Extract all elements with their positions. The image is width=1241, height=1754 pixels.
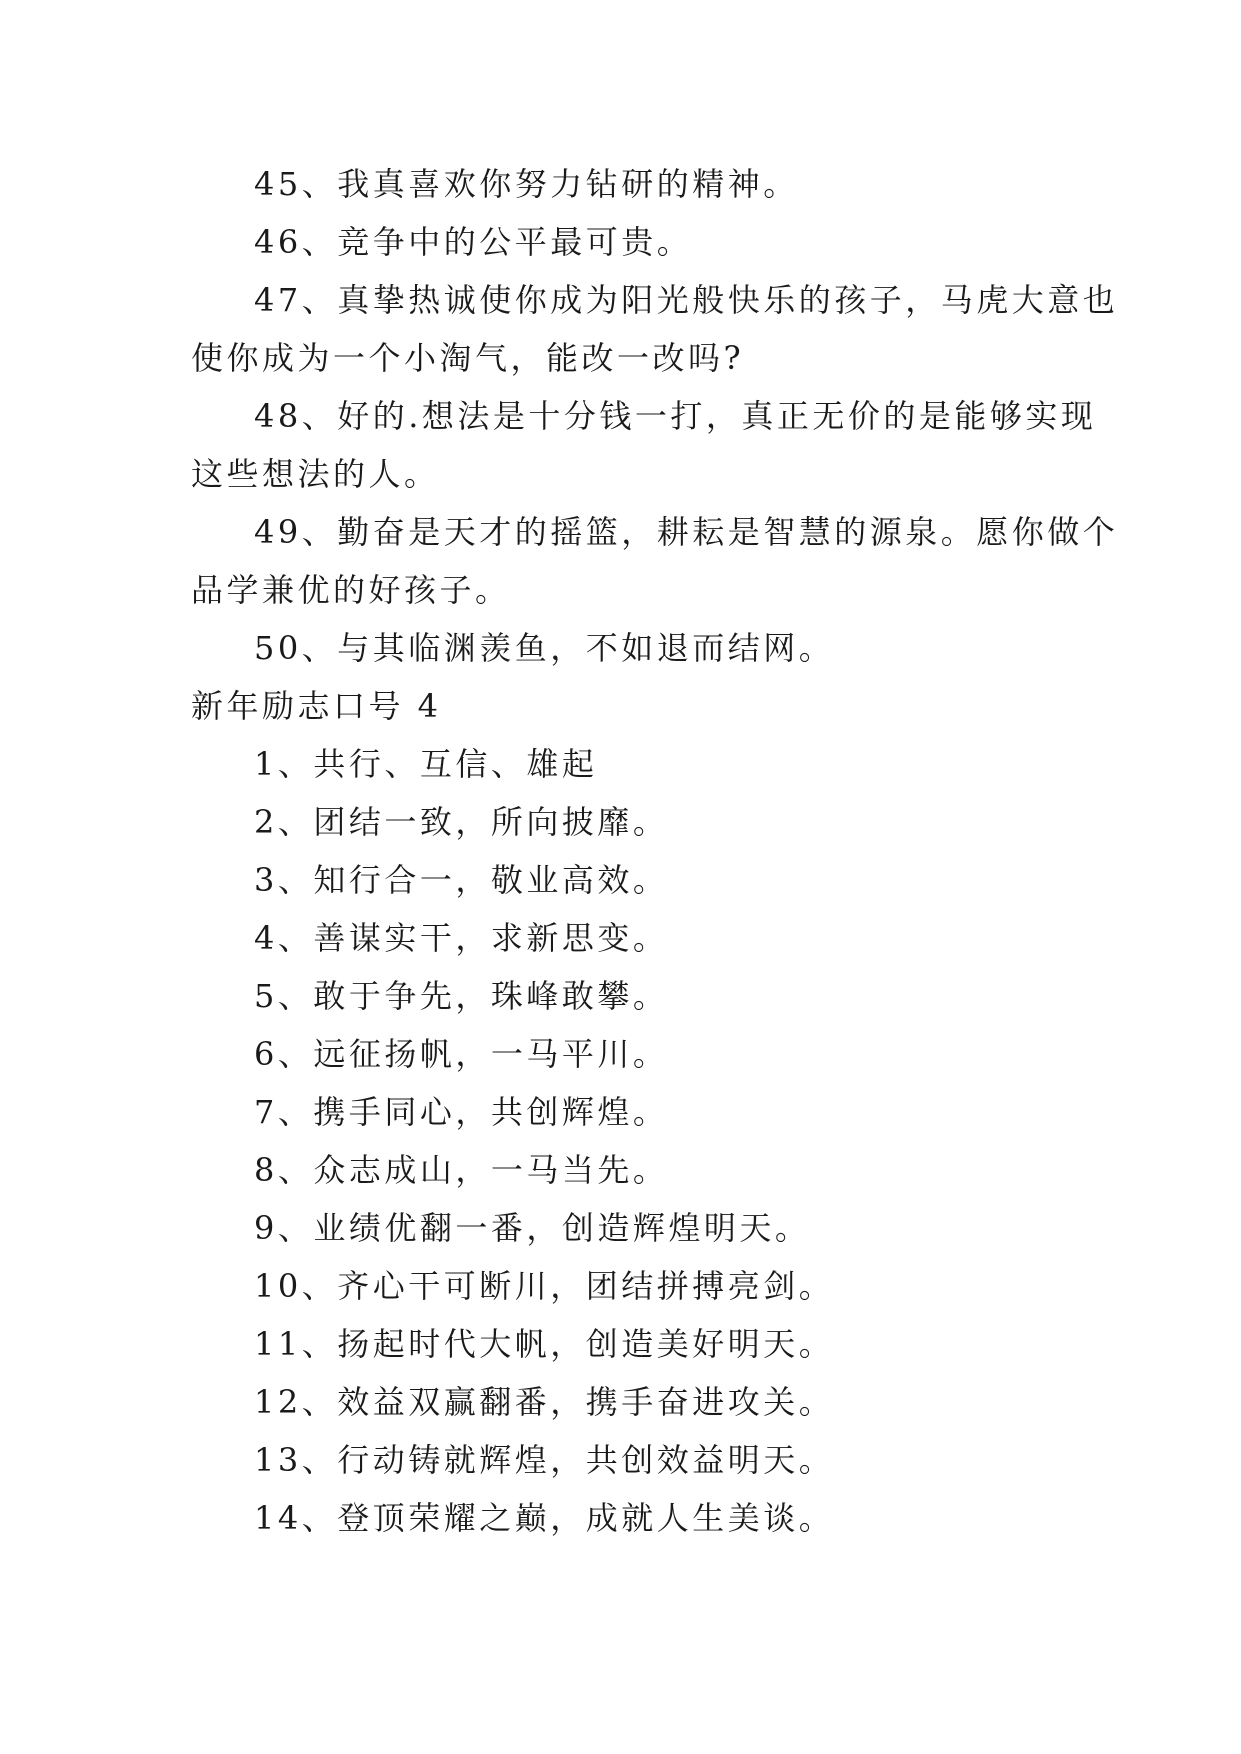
list-item-47-line-2: 使你成为一个小淘气，能改一改吗? [191, 339, 745, 377]
list-item-45: 45、我真喜欢你努力钻研的精神。 [254, 165, 799, 203]
slogan-item: 11、扬起时代大帆，创造美好明天。 [254, 1325, 835, 1363]
list-item-48-line-2: 这些想法的人。 [191, 455, 440, 493]
slogan-item: 7、携手同心，共创辉煌。 [254, 1093, 669, 1131]
slogan-item: 4、善谋实干，求新思变。 [254, 919, 669, 957]
slogan-item: 6、远征扬帆，一马平川。 [254, 1035, 669, 1073]
section-heading: 新年励志口号 4 [191, 687, 442, 725]
slogan-item: 12、效益双赢翻番，携手奋进攻关。 [254, 1383, 835, 1421]
list-item-50: 50、与其临渊羡鱼，不如退而结网。 [254, 629, 835, 667]
list-item-46: 46、竞争中的公平最可贵。 [254, 223, 693, 261]
list-item-47-line-1: 47、真挚热诚使你成为阳光般快乐的孩子，马虎大意也 [254, 281, 1119, 319]
list-item-48-line-1: 48、好的.想法是十分钱一打，真正无价的是能够实现 [254, 397, 1097, 435]
slogan-item: 1、共行、互信、雄起 [254, 745, 598, 783]
slogan-item: 14、登顶荣耀之巅，成就人生美谈。 [254, 1499, 835, 1537]
list-item-49-line-2: 品学兼优的好孩子。 [191, 571, 511, 609]
slogan-item: 9、业绩优翻一番，创造辉煌明天。 [254, 1209, 811, 1247]
list-item-49-line-1: 49、勤奋是天才的摇篮，耕耘是智慧的源泉。愿你做个 [254, 513, 1119, 551]
slogan-item: 3、知行合一，敬业高效。 [254, 861, 669, 899]
slogan-item: 8、众志成山，一马当先。 [254, 1151, 669, 1189]
slogan-item: 10、齐心干可断川，团结拼搏亮剑。 [254, 1267, 835, 1305]
slogan-item: 2、团结一致，所向披靡。 [254, 803, 669, 841]
slogan-item: 13、行动铸就辉煌，共创效益明天。 [254, 1441, 835, 1479]
slogan-item: 5、敢于争先，珠峰敢攀。 [254, 977, 669, 1015]
